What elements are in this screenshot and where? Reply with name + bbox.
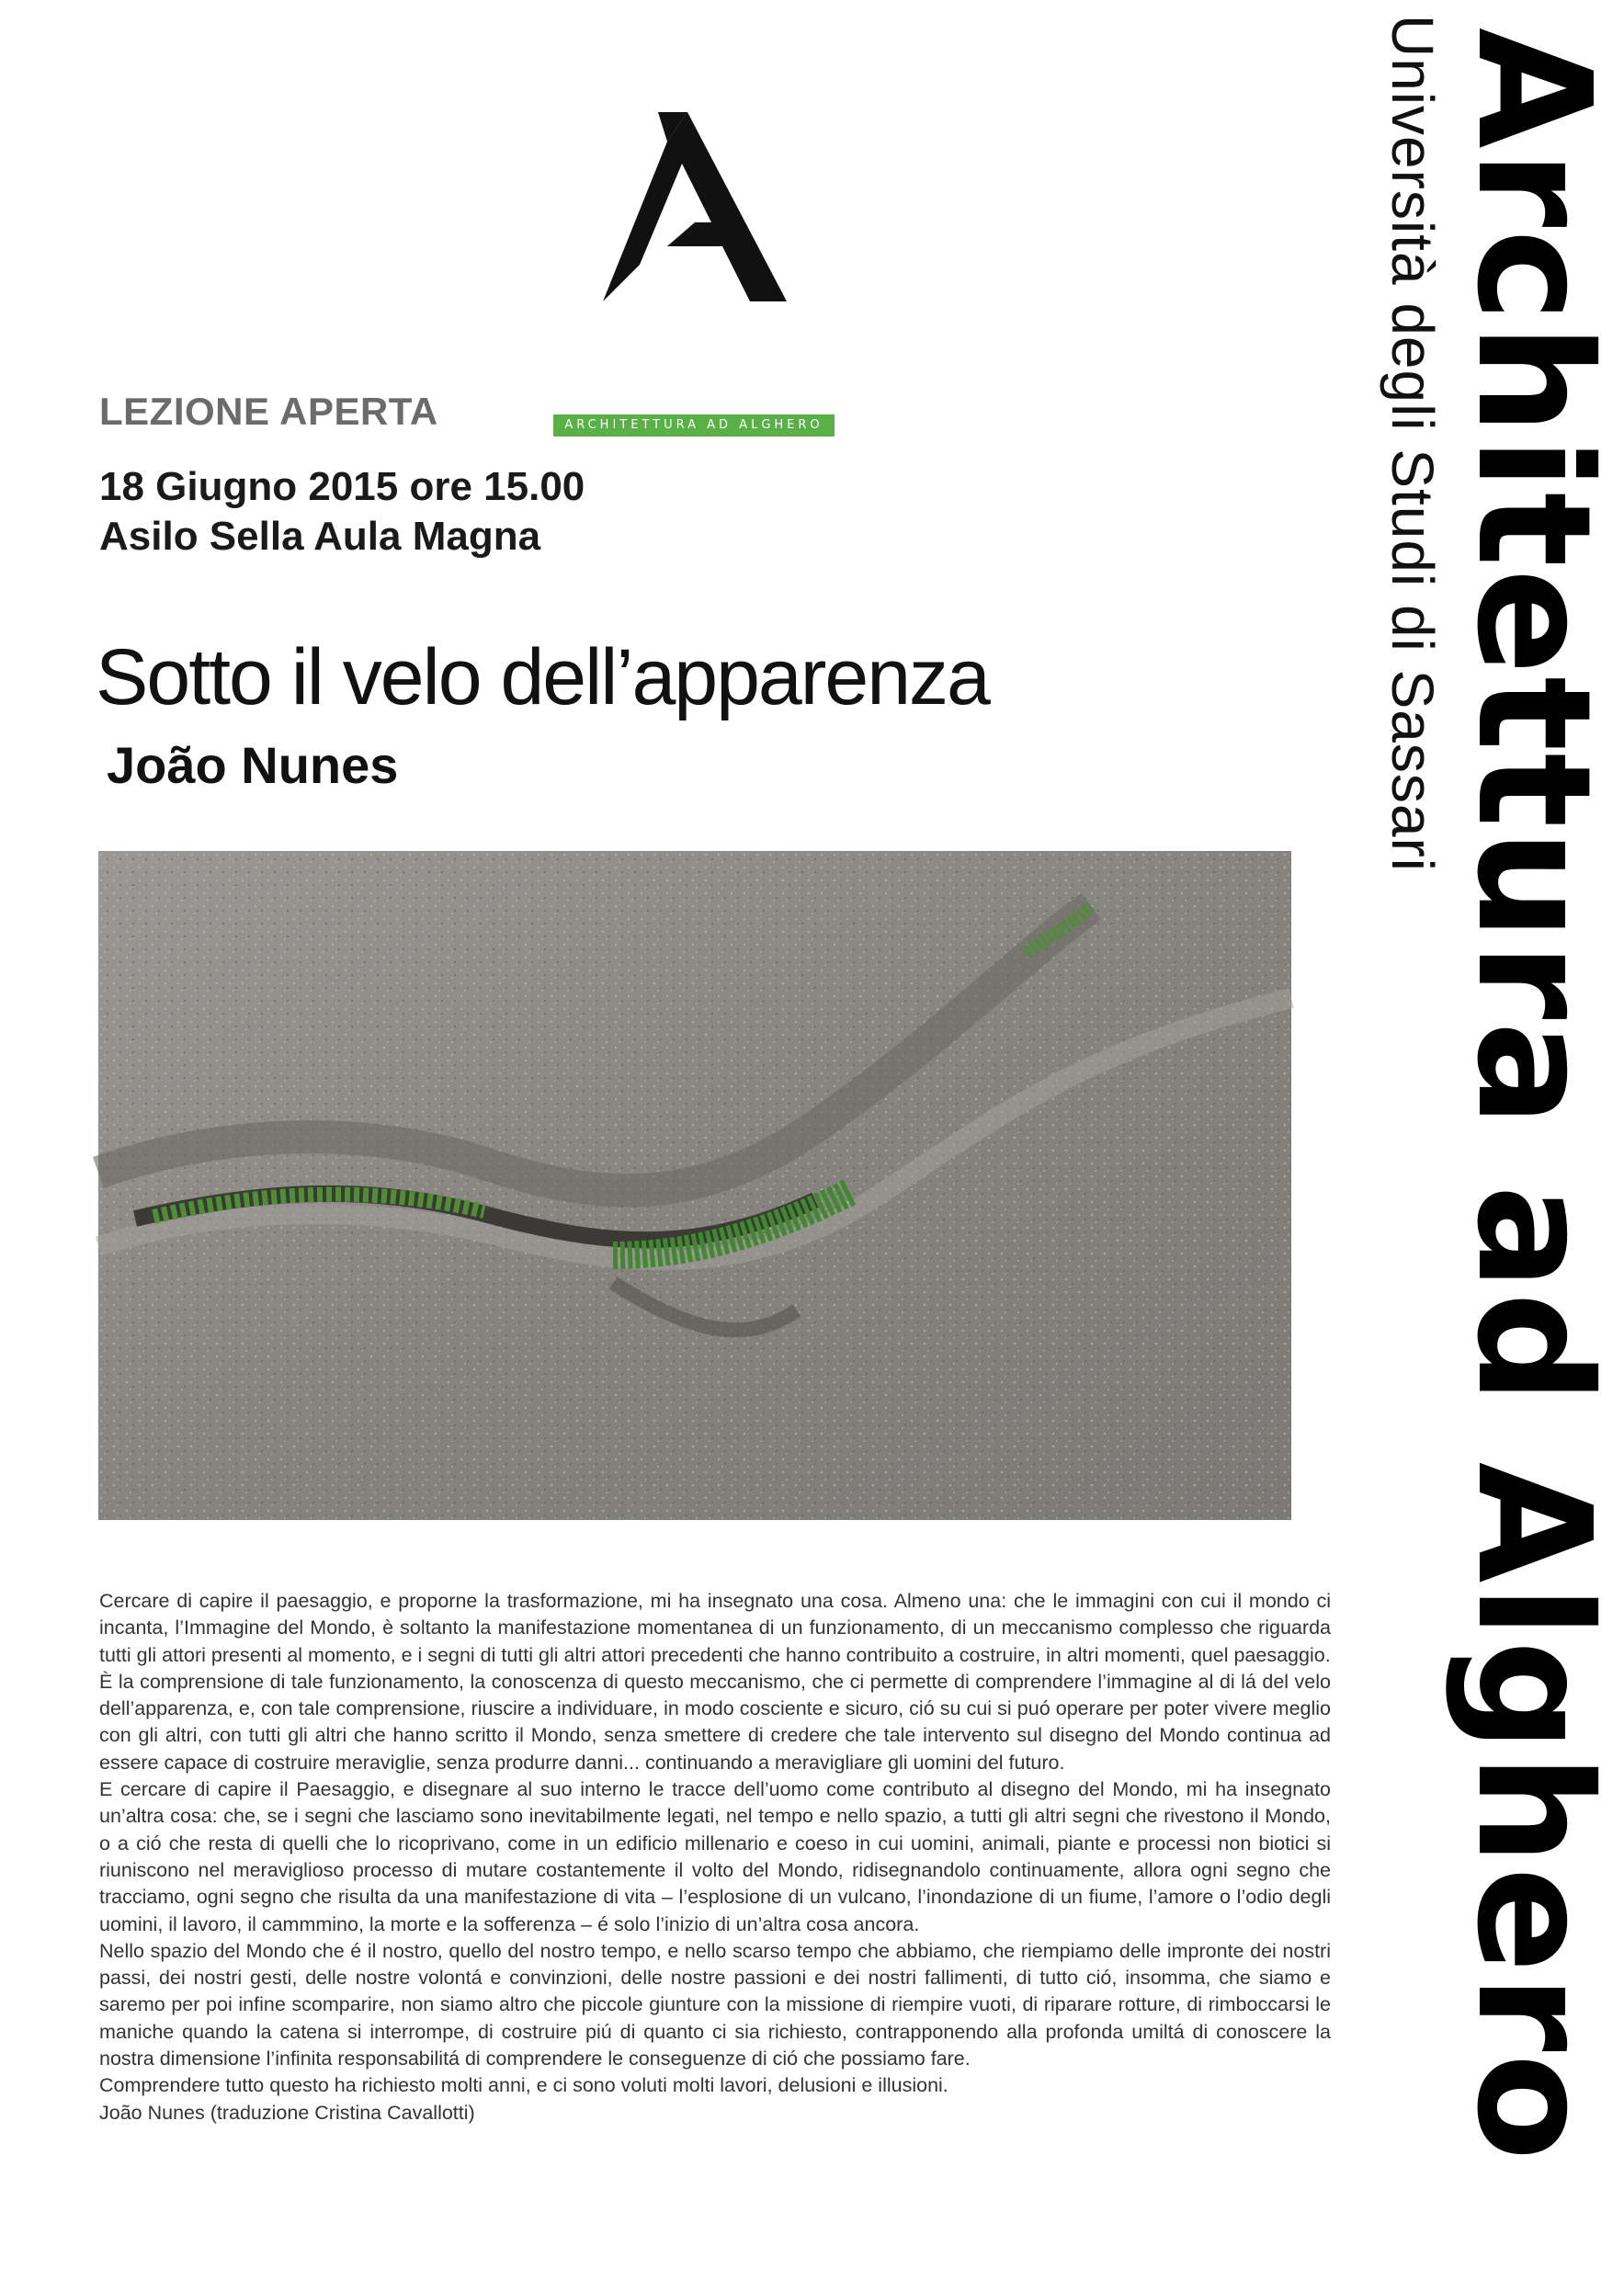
lecture-author: João Nunes	[107, 736, 399, 794]
paragraph: Comprendere tutto questo ha richiesto molti anni, e ci sono voluti molti lavori, delusioni e illusioni.	[99, 2074, 948, 2097]
paragraph: E cercare di capire il Paesaggio, e disegnare al suo interno le tracce dell’uomo come contributo al disegno del Mondo, mi ha insegnato un’altra cosa: che, se i segni che lasciamo sono inevitabilmente legati, nel tempo e nello spazio, a tutti gli altri segni che rivestono il Mondo, o a ció che resta di quelli che lo ricoprivano, come in un edificio millenario e coeso in cui uomini, animali, piante e processi non biotici si riuniscono nel meraviglioso processo di mutare costantemente il volto del Mondo, ridisegnandolo continuamente, allora ogni segno che tracciamo, ogni segno che risulta da una manifestazione di vita – l’esplosione di un vulcano, l’inondazione di un fiume, l’amore o l’odio degli uomini, il lavoro, il cammmino, la morte e la sofferenza – é solo l’inizio di un’altra cosa ancora.	[99, 1778, 1331, 1935]
event-date: 18 Giugno 2015 ore 15.00	[99, 464, 585, 509]
institution-vertical-wrap	[1442, 0, 1624, 2280]
institution-name: Architettura ad Alghero	[1442, 28, 1624, 2163]
paragraph: Nello spazio del Mondo che é il nostro, quello del nostro tempo, e nello scarso tempo che abbiamo, che riempiamo delle impronte dei nostri passi, dei nostri gesti, delle nostre volontá e convinzioni, delle nostre passioni e dei nostri fallimenti, di tutto ció, insomma, che siamo e saremo per poi infine scomparire, non siamo altro che piccole giunture con la missione di riempire vuoti, di riparare rotture, di rimboccarsi le maniche quando la catena si interrompe, di costruire piú di quanto ci sia richiesto, contrapponendo alla profonda umiltá di conoscere la nostra dimensione l’infinita responsabilitá di comprendere le conseguenze di ció che possiamo fare.	[99, 1939, 1331, 2070]
architettura-logo	[553, 108, 835, 432]
letter-a-logo-icon	[603, 108, 787, 301]
asphalt-grass-image	[98, 851, 1291, 1520]
cracked-asphalt-photo	[98, 851, 1291, 1520]
signature-line: João Nunes (traduzione Cristina Cavallotti)	[99, 2101, 475, 2124]
event-kicker: LEZIONE APERTA	[99, 390, 438, 433]
university-name: Università degli Studi di Sassari	[1380, 15, 1446, 872]
paragraph: È la comprensione di tale funzionamento, la conoscenza di questo meccanismo, che ci permette di comprendere l’immagine al di lá del velo dell’apparenza, e, con tale comprensione, riuscire a individuare, in modo cosciente e sicuro, ció su cui si puó operare per poter vivere meglio con gli altri, con tutti gli altri che hanno scritto il Mondo, senza smettere di credere che tale intervento sul disegno del Mondo continua ad essere capace di costruire meraviglie, senza produrre danni... continuando a meravigliare gli uomini del futuro.	[99, 1670, 1331, 1774]
event-venue: Asilo Sella Aula Magna	[99, 514, 541, 559]
logo-tagline: ARCHITETTURA AD ALGHERO	[553, 414, 835, 437]
university-vertical-wrap	[1373, 0, 1452, 1011]
paragraph: Cercare di capire il paesaggio, e proporne la trasformazione, mi ha insegnato una cosa. Almeno una: che le immagini con cui il mondo ci incanta, l’Immagine del Mondo, è soltanto la manifestazione momentanea di un funzionamento, di un meccanismo complesso che riguarda tutti gli attori presenti al momento, e i segni di tutti gli altri attori precedenti che hanno contribuito a costruire, in altri momenti, quel paesaggio.	[99, 1590, 1331, 1666]
lecture-title: Sotto il velo dell’apparenza	[96, 633, 989, 721]
lecture-description	[99, 1588, 1331, 2127]
